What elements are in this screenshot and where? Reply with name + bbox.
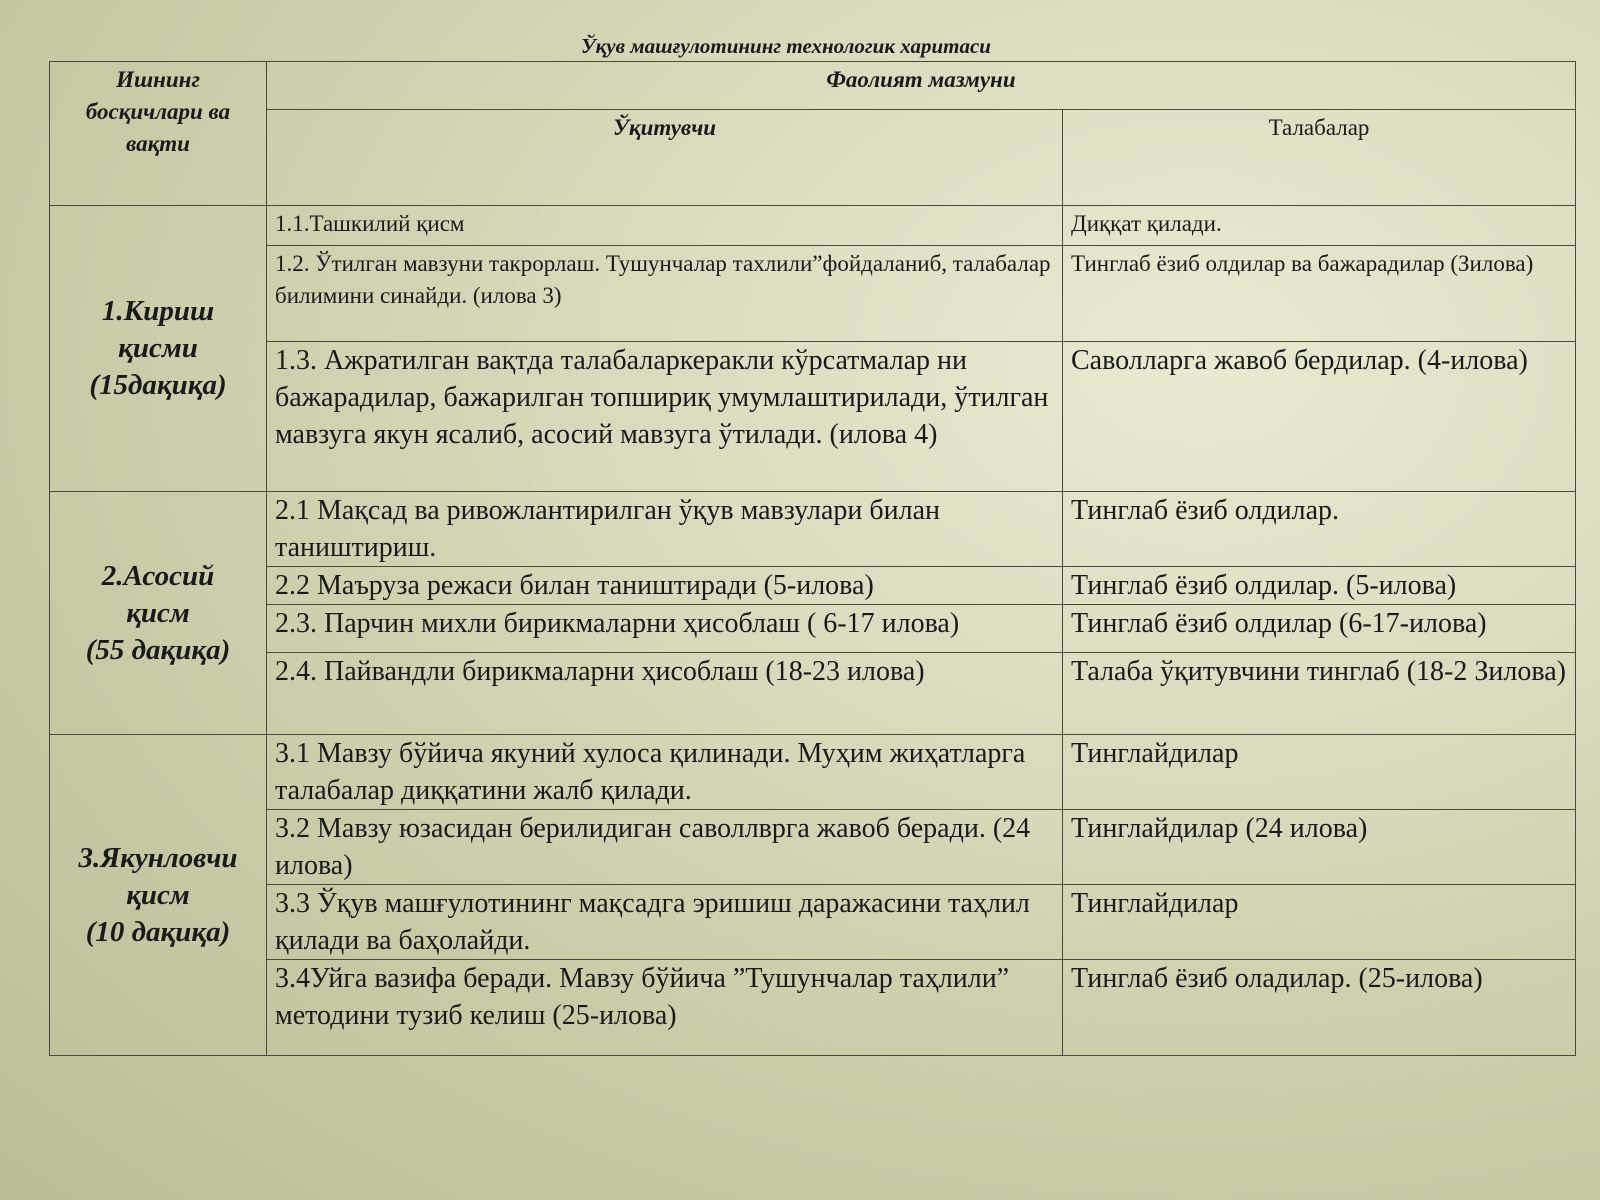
header-students-cell: Талабалар [1063,110,1576,206]
teacher-cell: 3.2 Мавзу юзасидан берилидиган саволлврга жавоб беради. (24 илова) [267,810,1063,885]
students-cell: Тинглаб ёзиб олдилар (6-17-илова) [1063,605,1576,653]
stage-line: 3.Якунловчи [78,841,238,874]
teacher-cell: 2.4. Пайвандли бирикмаларни ҳисоблаш (18-23 илова) [267,653,1063,735]
table-row [50,342,1576,492]
teacher-cell: 2.1 Мақсад ва ривожлантирилган ўқув мавзулари билан таништириш. [267,492,1063,567]
students-cell: Тинглаб ёзиб олдилар. [1063,492,1576,567]
table-row [50,885,1576,960]
stage-cell-final [50,735,267,1056]
students-cell: Саволларга жавоб бердилар. (4-илова) [1063,342,1576,492]
table-row [50,735,1576,810]
table-row [50,960,1576,1056]
teacher-cell: 1.3. Ажратилган вақтда талабаларкеракли кўрсатмалар ни бажарадилар, бажарилган топшириқ умумлаштирилади, ўтилган мавзуга якун ясалиб, асосий мавзуга ўтилади. (илова 4) [267,342,1063,492]
table-row [50,605,1576,653]
students-cell: Тинглаб ёзиб олдилар ва бажарадилар (Зилова) [1063,246,1576,342]
teacher-cell: 3.1 Мавзу бўйича якуний хулоса қилинади. Муҳим жиҳатларга талабалар диққатини жалб қилади. [267,735,1063,810]
teacher-cell: 1.1.Ташкилий қисм [267,206,1063,246]
stage-line: қисм [126,596,190,629]
stage-line: қисми [118,332,198,364]
teacher-cell: 2.2 Маъруза режаси билан таништиради (5-илова) [267,567,1063,605]
teacher-cell: 2.3. Парчин михли бирикмаларни ҳисоблаш ( 6-17 илова) [267,605,1063,653]
students-cell: Тинглаб ёзиб оладилар. (25-илова) [1063,960,1576,1056]
table-row [50,206,1576,246]
stage-line: (55 дақиқа) [85,633,231,666]
stage-line: (15дақиқа) [89,369,227,401]
stage-line: қисм [126,878,190,911]
teacher-cell: 3.3 Ўқув машғулотининг мақсадга эришиш даражасини таҳлил қилади ва баҳолайди. [267,885,1063,960]
document-title: Ўқув машғулотининг технологик харитаси [581,34,991,58]
students-cell: Тинглаб ёзиб олдилар. (5-илова) [1063,567,1576,605]
technology-map-table [49,61,1576,1056]
students-cell: Диққат қилади. [1063,206,1576,246]
header-stages-line: вақти [126,131,190,156]
header-stages-line: босқичлари ва [85,99,231,124]
table-row [50,492,1576,567]
students-cell: Талаба ўқитувчини тинглаб (18-2 Зилова) [1063,653,1576,735]
header-activity-cell: Фаолият мазмуни [267,62,1576,110]
table-row [50,246,1576,342]
header-row-2 [50,110,1576,206]
stage-cell-main [50,492,267,735]
stage-line: 2.Асосий [101,559,215,592]
stage-line: (10 дақиқа) [85,915,231,948]
header-stages-line: Ишнинг [116,67,200,92]
table-row [50,653,1576,735]
table-row [50,810,1576,885]
stage-cell-intro [50,206,267,492]
header-row-1 [50,62,1576,110]
header-stages-cell [50,62,267,206]
stage-line: 1.Кириш [101,295,215,327]
teacher-cell: 3.4Уйга вазифа беради. Мавзу бўйича ”Тушунчалар таҳлили” методини тузиб келиш (25-илова) [267,960,1063,1056]
students-cell: Тинглайдилар [1063,885,1576,960]
teacher-cell: 1.2. Ўтилган мавзуни такрорлаш. Тушунчалар тахлили”фойдаланиб, талабалар билимини синайди. (илова 3) [267,246,1063,342]
header-teacher-cell: Ўқитувчи [267,110,1063,206]
students-cell: Тинглайдилар [1063,735,1576,810]
students-cell: Тинглайдилар (24 илова) [1063,810,1576,885]
table-row [50,567,1576,605]
